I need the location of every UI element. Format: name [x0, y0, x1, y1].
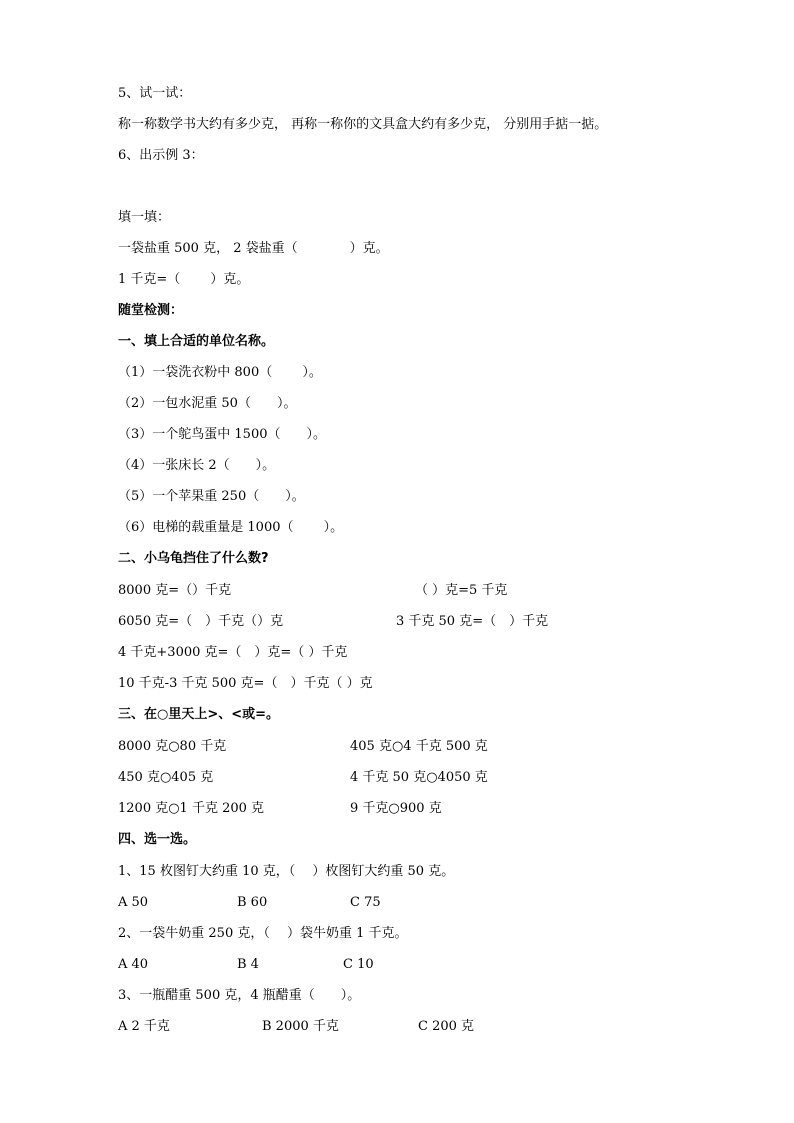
part-4-option-c: C 200 克 — [418, 1019, 475, 1034]
part-2-cell: （ ）克=5 千克 — [415, 583, 508, 598]
section-5-title: 5、试一试： — [118, 86, 192, 101]
part-1-item: （6）电梯的载重量是 1000（ ）。 — [118, 520, 344, 535]
part-3-cell: 450 克○405 克 — [118, 770, 214, 785]
section-5-text: 称一称数学书大约有多少克， 再称一称你的文具盒大约有多少克， 分别用手掂一掂。 — [118, 117, 608, 132]
fill-line-2: 1 千克=（ ）克。 — [118, 272, 250, 287]
part-3-cell: 4 千克 50 克○4050 克 — [350, 770, 488, 785]
part-1-item: （5）一个苹果重 250（ ）。 — [118, 489, 305, 504]
fill-line-1: 一袋盐重 500 克， 2 袋盐重（ ）克。 — [118, 241, 389, 256]
part-2-cell: 10 千克-3 千克 500 克=（ ）千克（ ）克 — [118, 676, 373, 691]
part-4-question: 3、一瓶醋重 500 克，4 瓶醋重（ ）。 — [118, 988, 361, 1003]
part-2-cell: 4 千克+3000 克=（ ）克=（ ）千克 — [118, 645, 348, 660]
part-3-cell: 405 克○4 千克 500 克 — [350, 739, 488, 754]
part-1-item: （4）一张床长 2（ ）。 — [118, 458, 276, 473]
part-4-option-b: B 2000 千克 — [262, 1019, 339, 1034]
part-1-item: （3）一个鸵鸟蛋中 1500（ ）。 — [118, 427, 326, 442]
part-2-cell: 3 千克 50 克=（ ）千克 — [396, 614, 549, 629]
part-2-title: 二、小乌龟挡住了什么数? — [118, 551, 269, 566]
part-4-option-a: A 50 — [118, 895, 149, 910]
part-4-option-c: C 10 — [343, 957, 374, 972]
part-4-option-a: A 2 千克 — [118, 1019, 170, 1034]
part-4-option-c: C 75 — [350, 895, 381, 910]
part-2-cell: 8000 克=（）千克 — [118, 583, 232, 598]
part-2-cell: 6050 克=（ ）千克（）克 — [118, 614, 284, 629]
part-3-cell: 1200 克○1 千克 200 克 — [118, 801, 265, 816]
fill-title: 填一填： — [118, 210, 171, 225]
section-6-title: 6、出示例 3： — [118, 148, 204, 163]
check-title: 随堂检测： — [118, 303, 184, 318]
part-4-question: 2、一袋牛奶重 250 克，（ ）袋牛奶重 1 千克。 — [118, 926, 408, 941]
part-3-cell: 9 千克○900 克 — [350, 801, 442, 816]
part-4-option-b: B 4 — [237, 957, 259, 972]
part-4-title: 四、选一选。 — [118, 832, 197, 847]
part-4-option-b: B 60 — [237, 895, 268, 910]
part-1-title: 一、填上合适的单位名称。 — [118, 334, 275, 349]
part-3-cell: 8000 克○80 千克 — [118, 739, 227, 754]
part-4-option-a: A 40 — [118, 957, 149, 972]
part-4-question: 1、15 枚图钉大约重 10 克，（ ）枚图钉大约重 50 克。 — [118, 864, 455, 879]
part-1-item: （2）一包水泥重 50（ ）。 — [118, 396, 297, 411]
part-1-item: （1）一袋洗衣粉中 800（ ）。 — [118, 365, 322, 380]
part-3-title: 三、在○里天上>、<或=。 — [118, 707, 280, 722]
